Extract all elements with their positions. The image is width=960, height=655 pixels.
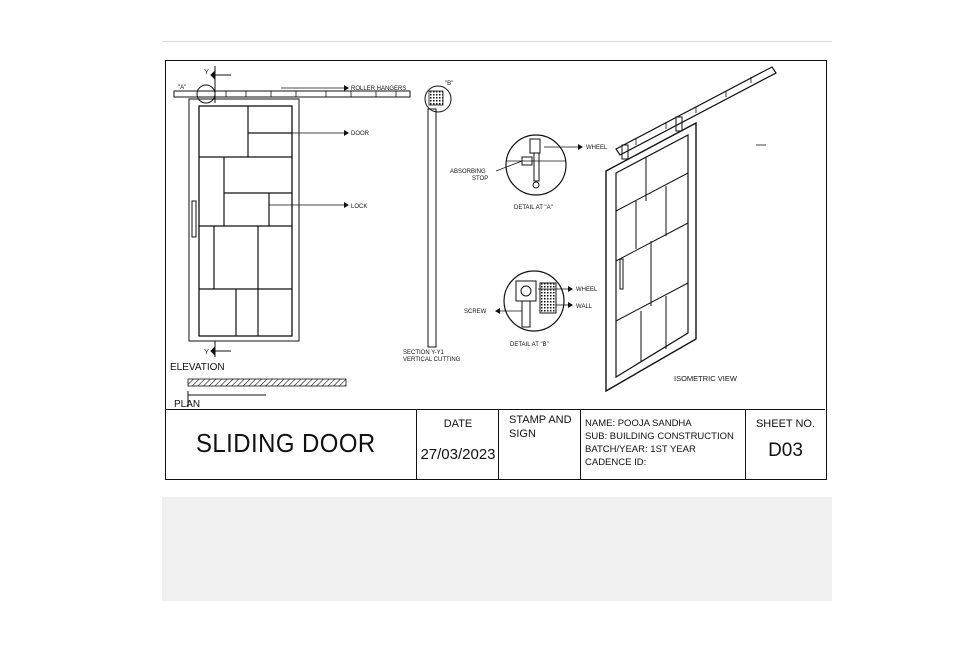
stamp-label: STAMP AND SIGN bbox=[509, 414, 572, 440]
callout-screw: SCREW bbox=[464, 309, 487, 315]
door-panels bbox=[199, 106, 292, 336]
stamp-cell bbox=[499, 410, 581, 479]
footer-panel bbox=[162, 497, 832, 601]
callout-roller-hangers: ROLLER HANGERS bbox=[351, 86, 407, 92]
sheet-cell bbox=[746, 410, 825, 479]
technical-drawing bbox=[166, 61, 825, 409]
drawing-sheet bbox=[165, 60, 827, 480]
detail-a-mark: "A" bbox=[178, 85, 187, 91]
detail-b bbox=[504, 271, 564, 331]
drawing-title: SLIDING DOOR bbox=[196, 428, 376, 458]
subject: SUB: BUILDING CONSTRUCTION bbox=[585, 431, 734, 442]
batch-year: BATCH/YEAR: 1ST YEAR bbox=[585, 444, 696, 455]
date-cell bbox=[417, 410, 499, 479]
door-frame bbox=[189, 99, 299, 341]
sheet-number: D03 bbox=[768, 440, 803, 461]
sheet-label: SHEET NO. bbox=[755, 418, 816, 430]
section-sublabel: VERTICAL CUTTING bbox=[403, 357, 461, 363]
elevation-label: ELEVATION bbox=[170, 362, 225, 373]
plan-label: PLAN bbox=[174, 399, 201, 409]
section-mark-y-top: Y bbox=[204, 67, 210, 76]
cadence-id: CADENCE ID: bbox=[585, 457, 647, 468]
isometric-view bbox=[606, 67, 776, 391]
student-name: NAME: POOJA SANDHA bbox=[585, 418, 692, 429]
top-divider bbox=[162, 41, 832, 42]
elevation-view bbox=[174, 66, 410, 357]
detail-b-caption: DETAIL AT "B" bbox=[510, 342, 549, 348]
callout-wall: WALL bbox=[576, 304, 593, 310]
callout-stop: STOP bbox=[472, 176, 489, 182]
detail-a bbox=[506, 135, 566, 195]
date-label: DATE bbox=[443, 418, 473, 430]
title-cell bbox=[166, 410, 417, 479]
plan-view bbox=[188, 379, 346, 407]
elevation-callouts bbox=[269, 88, 766, 205]
callout-wheel-a: WHEEL bbox=[586, 145, 608, 151]
callout-arrowheads bbox=[344, 85, 349, 208]
callout-absorbing: ABSORBING bbox=[450, 169, 486, 175]
date-value: 27/03/2023 bbox=[420, 446, 496, 463]
section-label: SECTION Y-Y1 bbox=[403, 350, 445, 356]
door-handle bbox=[192, 201, 196, 237]
isometric-label: ISOMETRIC VIEW bbox=[674, 374, 737, 383]
callout-wheel-b: WHEEL bbox=[576, 287, 598, 293]
detail-a-marker bbox=[197, 85, 215, 103]
section-mark-y-bottom: Y bbox=[204, 347, 210, 356]
detail-a-caption: DETAIL AT "A" bbox=[514, 205, 553, 211]
door-leaf bbox=[199, 106, 292, 336]
title-block bbox=[166, 409, 825, 479]
callout-lock: LOCK bbox=[351, 204, 368, 210]
callout-door: DOOR bbox=[351, 131, 369, 137]
detail-b-mark: "B" bbox=[445, 81, 454, 87]
section-view bbox=[425, 86, 451, 347]
info-cell bbox=[581, 410, 746, 479]
